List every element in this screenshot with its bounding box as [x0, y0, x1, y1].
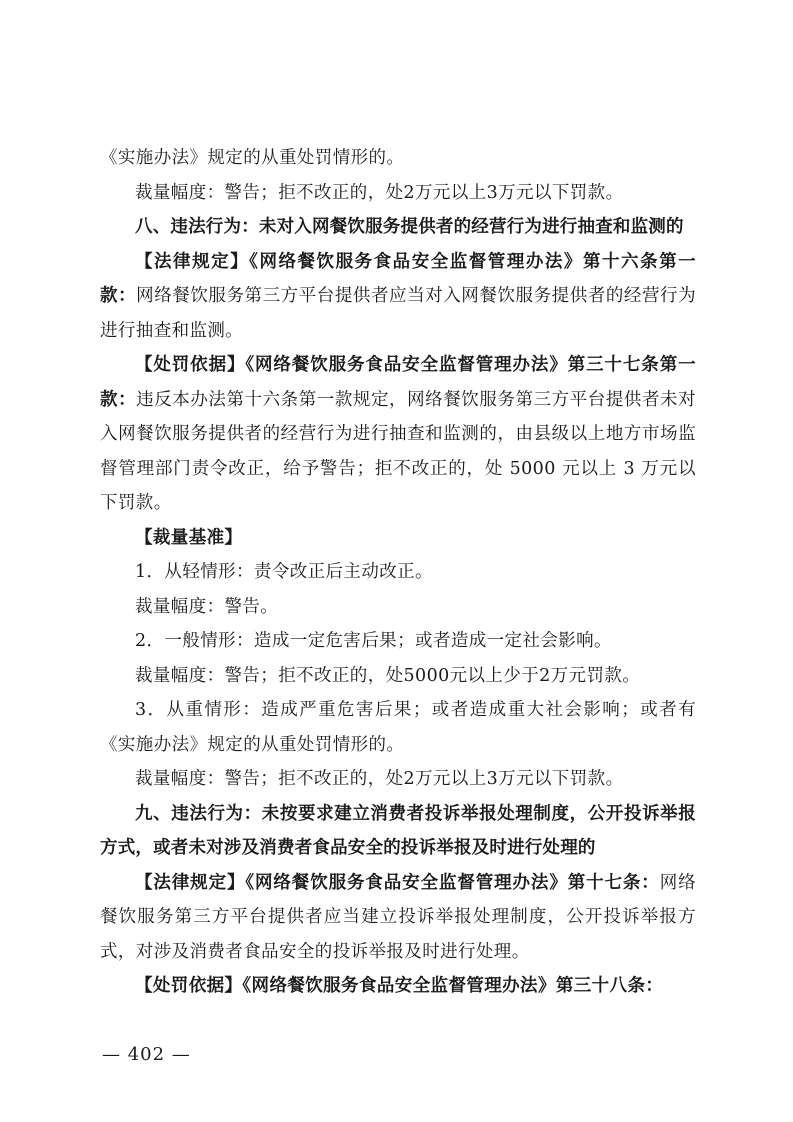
paragraph-general-case: 2．一般情形：造成一定危害后果；或者造成一定社会影响。: [135, 631, 612, 651]
paragraph-legal-provision-nine: [100, 866, 696, 970]
penalty-basis-nine-lead: 【处罚依据】《网络餐饮服务食品安全监督管理办法》第三十八条：: [135, 976, 664, 996]
penalty-basis-lead: 【处罚依据】《网络餐饮服务食品安全监督管理办法》第三十七条第一款：: [100, 355, 696, 410]
paragraph-lenient-case: 1．从轻情形：责令改正后主动改正。: [135, 562, 433, 582]
legal-provision-nine-text: 网络餐饮服务第三方平台提供者应当建立投诉举报处理制度，公开投诉举报方式，对涉及消费者食品安全的投诉举报及时进行处理。: [100, 872, 696, 962]
paragraph-legal-provision: [100, 245, 696, 349]
legal-provision-lead: 【法律规定】《网络餐饮服务食品安全监督管理办法》第十六条第一款：: [100, 251, 696, 306]
legal-provision-text: 网络餐饮服务第三方平台提供者应当对入网餐饮服务提供者的经营行为进行抽查和监测。: [100, 286, 696, 341]
paragraph-continuation: 《实施办法》规定的从重处罚情形的。: [100, 148, 405, 168]
page-number: — 402 —: [102, 1044, 191, 1065]
document-body: [100, 141, 696, 1004]
paragraph-penalty-basis-nine: [100, 969, 696, 1004]
paragraph-discretion-range: 裁量幅度：警告；拒不改正的，处2万元以上3万元以下罚款。: [135, 182, 624, 203]
paragraph-general-range: 裁量幅度：警告；拒不改正的，处5000元以上少于2万元罚款。: [135, 665, 641, 686]
paragraph-lenient-range: 裁量幅度：警告。: [135, 596, 279, 617]
paragraph-penalty-basis: [100, 348, 696, 521]
discretion-standard-heading: 【裁量基准】: [135, 527, 243, 548]
paragraph-severe-case: 3．从重情形：造成严重危害后果；或者造成重大社会影响；或者有《实施办法》规定的从重处罚情形的。: [100, 700, 696, 755]
section-heading-eight: 八、违法行为：未对入网餐饮服务提供者的经营行为进行抽查和监测的: [135, 217, 684, 237]
penalty-basis-text: 违反本办法第十六条第一款规定，网络餐饮服务第三方平台提供者未对入网餐饮服务提供者的经营行为进行抽查和监测的，由县级以上地方市场监督管理部门责令改正，给予警告；拒不改正的，处 5000 元以上 3 万元以下罚款。: [100, 389, 696, 513]
legal-provision-nine-lead: 【法律规定】《网络餐饮服务食品安全监督管理办法》第十七条：: [135, 872, 660, 893]
section-heading-nine: 九、违法行为：未按要求建立消费者投诉举报处理制度，公开投诉举报方式，或者未对涉及消费者食品安全的投诉举报及时进行处理的: [100, 803, 696, 858]
paragraph-severe-range: 裁量幅度：警告；拒不改正的，处2万元以上3万元以下罚款。: [135, 769, 624, 789]
